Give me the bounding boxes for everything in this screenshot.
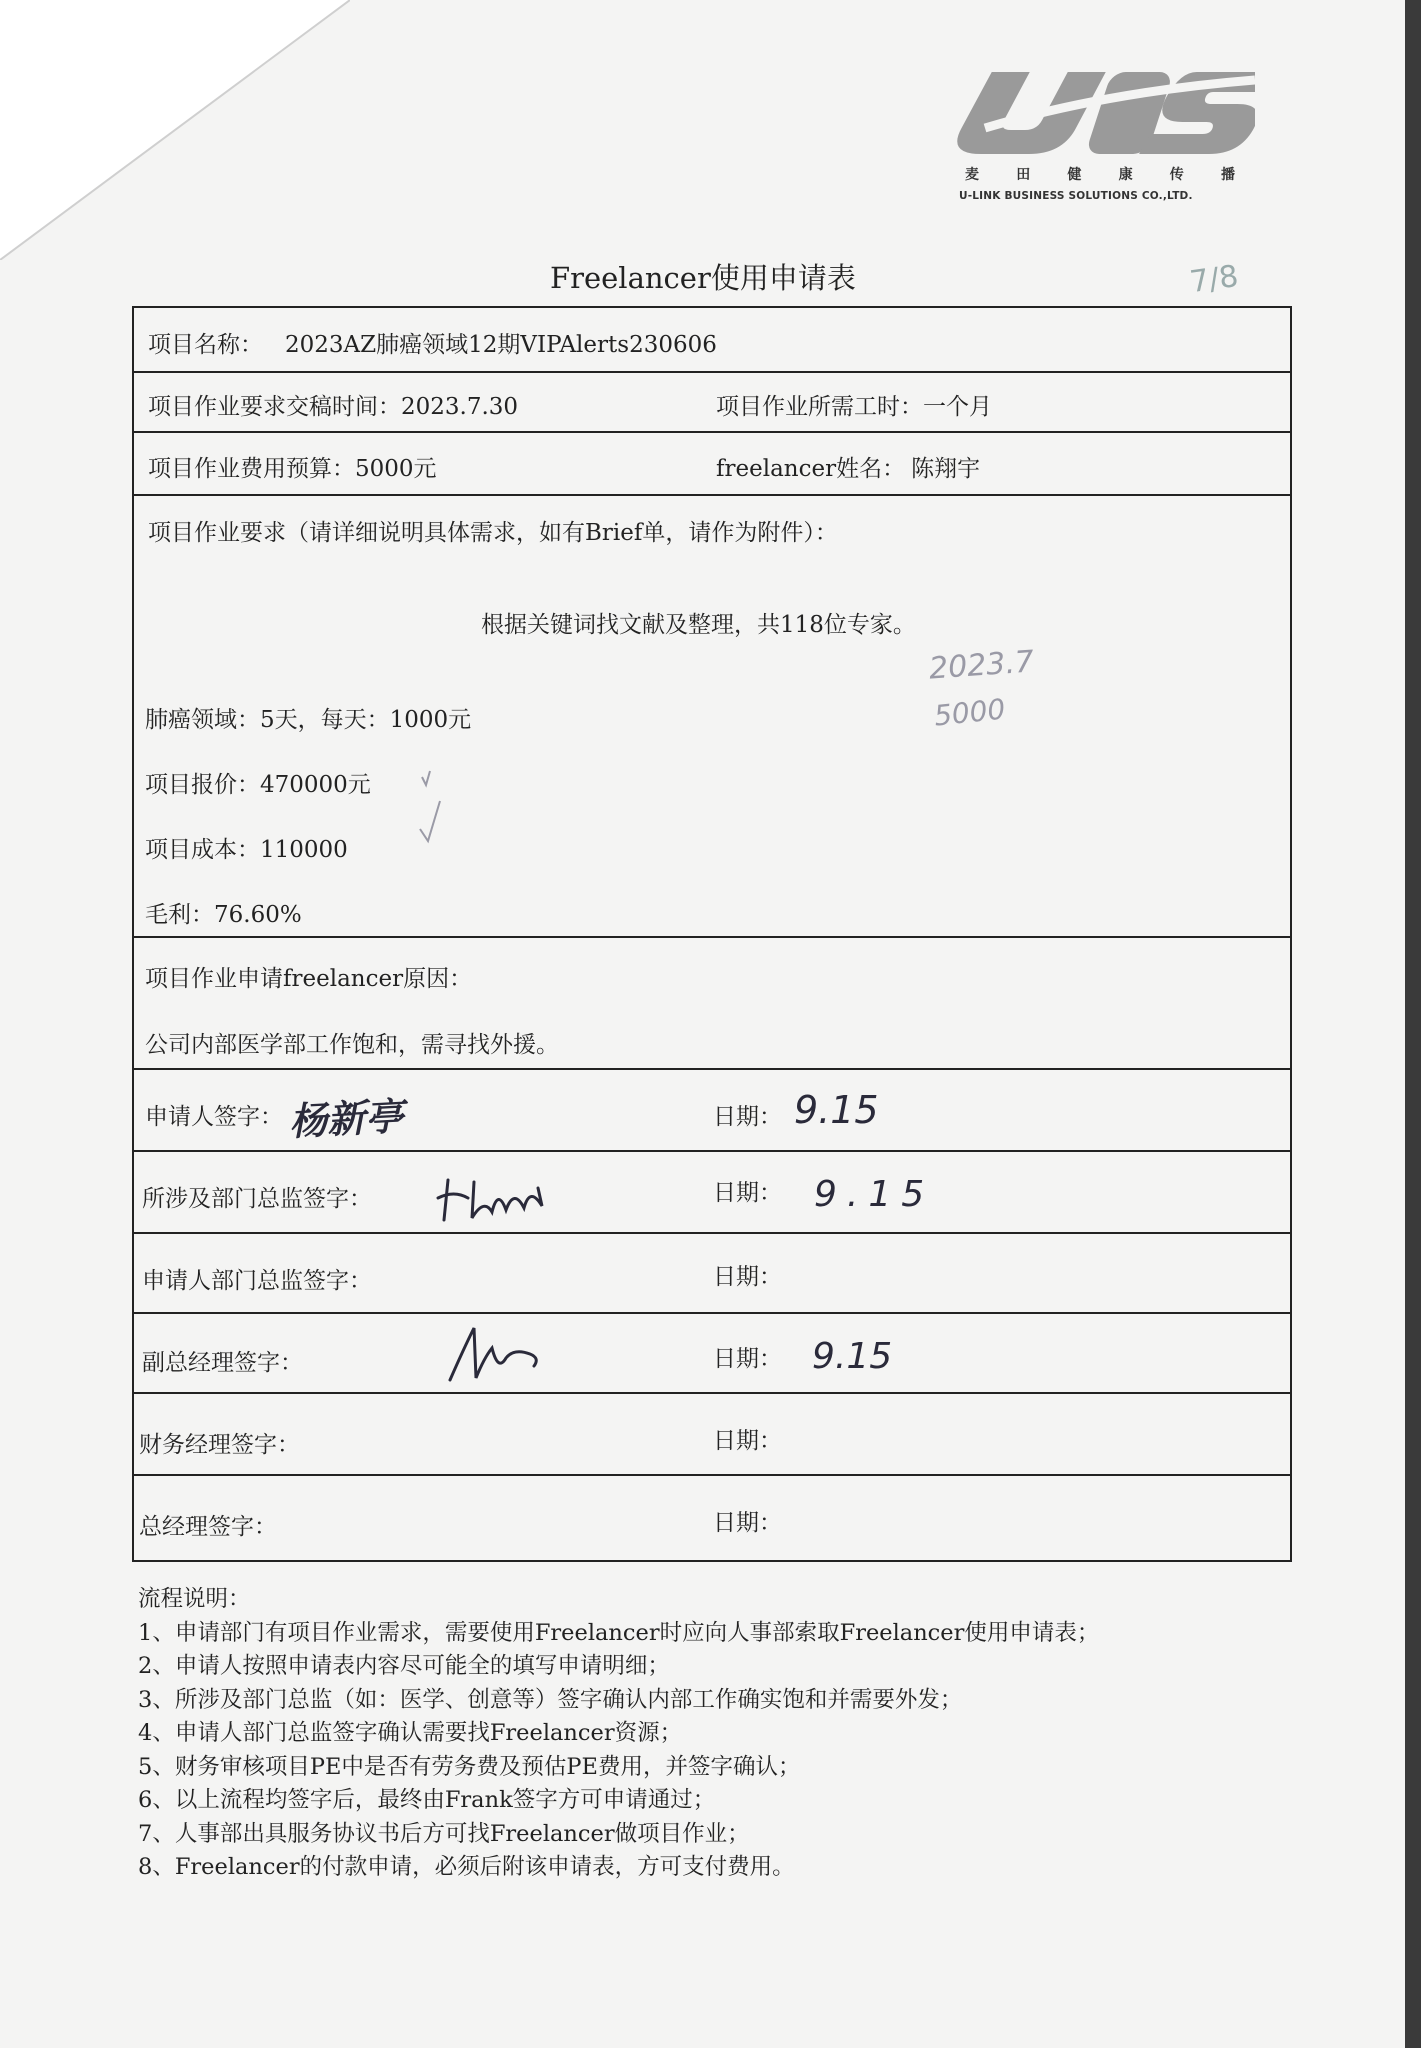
date-value: 9.15 <box>794 1088 879 1132</box>
vp-sign-label: 副总经理签字： <box>142 1350 303 1376</box>
deadline-value: 2023.7.30 <box>401 394 519 420</box>
pencil-note: 2023.7 <box>927 644 1036 687</box>
note-item: 7、人事部出具服务协议书后方可找Freelancer做项目作业； <box>138 1820 750 1847</box>
pencil-note: 5000 <box>932 692 1007 733</box>
freelancer-name: 陈翔宇 <box>911 456 981 482</box>
note-item: 1、申请部门有项目作业需求，需要使用Freelancer时应向人事部索取Freelancer使用申请表； <box>138 1619 1100 1646</box>
row-divider <box>134 936 1290 938</box>
hours-row <box>716 388 992 421</box>
margin-line: 毛利：76.60% <box>145 902 302 928</box>
logo-char: 康 <box>1118 167 1133 183</box>
row-divider <box>134 1232 1290 1234</box>
date-value: 9.15 <box>814 1174 935 1215</box>
note-item: 4、申请人部门总监签字确认需要找Freelancer资源； <box>138 1720 683 1746</box>
budget-row <box>148 450 437 483</box>
note-item: 6、以上流程均签字后，最终由Frank签字方可申请通过； <box>138 1787 716 1813</box>
applicant-sign-label: 申请人签字： <box>145 1104 283 1130</box>
page-title: Freelancer使用申请表 <box>550 261 856 295</box>
ubs-logo-icon <box>955 62 1255 162</box>
applicant-director-sign-label: 申请人部门总监签字： <box>142 1268 372 1294</box>
note-item: 5、财务审核项目PE中是否有劳务费及预估PE费用，并签字确认； <box>138 1753 801 1780</box>
date-label: 日期： <box>713 1264 782 1290</box>
date-label: 日期： <box>713 1510 782 1536</box>
note-item: 8、Freelancer的付款申请，必须后附该申请表，方可支付费用。 <box>138 1854 795 1880</box>
pencil-check-icon <box>414 763 454 853</box>
freelancer-row <box>716 450 980 483</box>
dept-director-sign-label: 所涉及部门总监签字： <box>142 1186 372 1212</box>
budget-label: 项目作业费用预算： <box>148 456 355 482</box>
finance-manager-sign-label: 财务经理签字： <box>139 1432 300 1458</box>
row-divider <box>134 494 1290 496</box>
row-divider <box>134 1474 1290 1476</box>
handwritten-page-mark: 7/8 <box>1187 258 1241 301</box>
hours-label: 项目作业所需工时： <box>716 394 923 420</box>
row-divider <box>134 1150 1290 1152</box>
cost-line: 项目成本：110000 <box>145 837 348 863</box>
application-form <box>132 306 1292 1562</box>
reason-text: 公司内部医学部工作饱和，需寻找外援。 <box>145 1032 559 1058</box>
date-label: 日期： <box>713 1346 782 1372</box>
row-divider <box>134 1312 1290 1314</box>
requirements-label: 项目作业要求（请详细说明具体需求，如有Brief单，请作为附件）： <box>148 520 838 546</box>
applicant-signature: 杨新亭 <box>288 1094 405 1144</box>
quote-line: 项目报价：470000元 <box>145 772 371 798</box>
row-divider <box>134 1068 1290 1070</box>
logo-char: 麦 <box>965 167 979 183</box>
company-logo <box>955 62 1255 210</box>
note-item: 3、所涉及部门总监（如：医学、创意等）签字确认内部工作确实饱和并需要外发； <box>138 1686 963 1713</box>
reason-label: 项目作业申请freelancer原因： <box>145 966 473 992</box>
date-label: 日期： <box>713 1104 782 1130</box>
vp-signature-icon <box>444 1318 574 1388</box>
deadline-row <box>148 388 518 421</box>
logo-char: 传 <box>1169 167 1184 183</box>
date-label: 日期： <box>713 1180 782 1206</box>
budget-value: 5000元 <box>355 456 437 482</box>
logo-char: 播 <box>1220 167 1235 183</box>
logo-chinese-name <box>965 164 1235 184</box>
row-divider <box>134 1392 1290 1394</box>
notes-heading: 流程说明： <box>138 1586 251 1612</box>
project-name-label: 项目名称： <box>148 332 263 358</box>
project-name-value: 2023AZ肺癌领域12期VIPAlerts230606 <box>285 332 717 358</box>
freelancer-label: freelancer姓名： <box>716 456 906 482</box>
date-label: 日期： <box>713 1428 782 1454</box>
date-value: 9.15 <box>812 1336 893 1377</box>
field-line: 肺癌领域：5天，每天：1000元 <box>145 707 472 733</box>
project-name-row <box>148 326 717 359</box>
row-divider <box>134 371 1290 373</box>
logo-english-name: U-LINK BUSINESS SOLUTIONS CO.,LTD. <box>959 190 1193 202</box>
logo-char: 田 <box>1016 167 1031 183</box>
process-notes <box>138 1583 1099 1885</box>
note-item: 2、申请人按照申请表内容尽可能全的填写申请明细； <box>138 1653 670 1679</box>
deadline-label: 项目作业要求交稿时间： <box>148 394 401 420</box>
logo-char: 健 <box>1067 167 1082 183</box>
folded-corner <box>0 0 350 260</box>
dept-director-signature-icon <box>434 1168 584 1228</box>
general-manager-sign-label: 总经理签字： <box>139 1514 277 1540</box>
requirements-text: 根据关键词找文献及整理，共118位专家。 <box>481 612 916 638</box>
row-divider <box>134 431 1290 433</box>
hours-value: 一个月 <box>923 394 992 420</box>
